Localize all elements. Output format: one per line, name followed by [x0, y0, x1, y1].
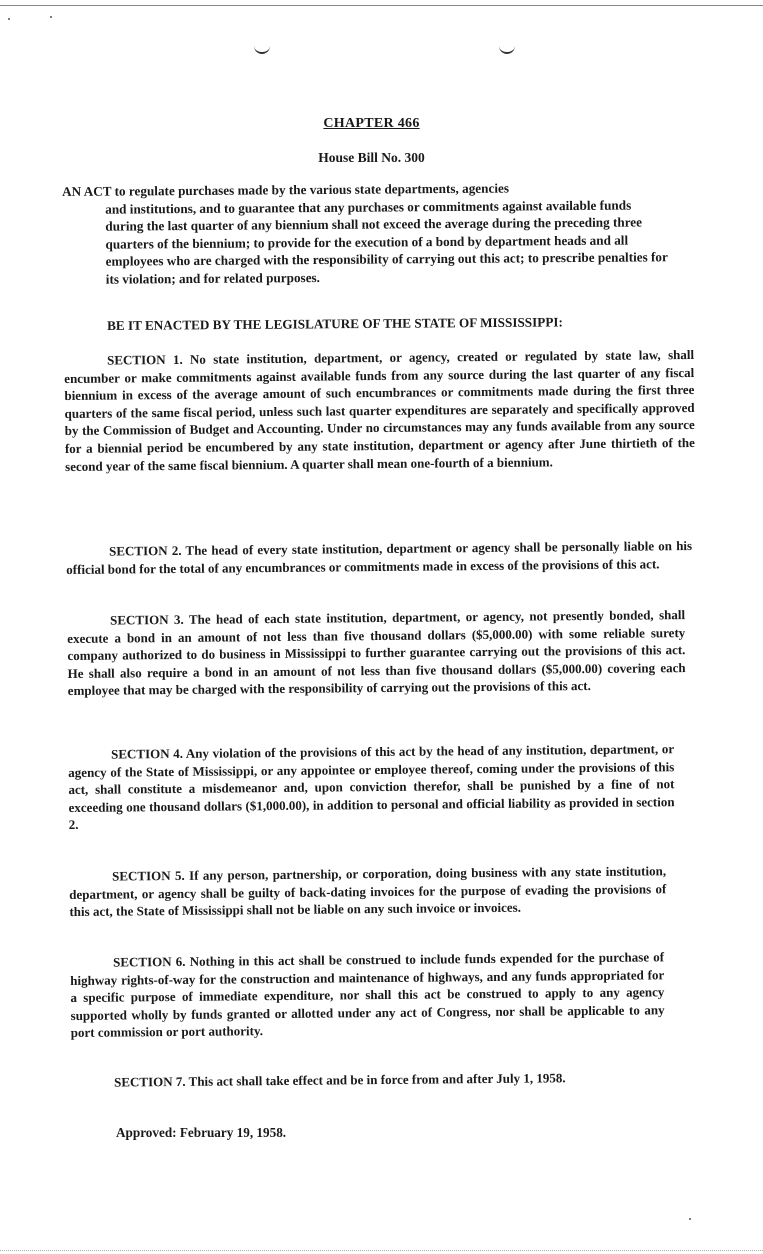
section-1: SECTION 1. No state institution, department, or agency, created or regulated by state law, shall encumber or make commitments against available funds from any source during the last quarter of any fiscal biennium in excess of the average amount of such encumbrances or commitments made during the first three quarters of the same fiscal period, unless such last quarter expenditures are separately and specifically approved by the Commission of Budget and Accounting. Under no circumstances may any funds available from any source for a biennial period be encumbered by any state institution, department or agency after June thirtieth of the second year of the same fiscal biennium. A quarter shall mean one-fourth of a biennium. [64, 346, 695, 474]
bill-number: House Bill No. 300 [318, 150, 425, 165]
act-title-first-line: AN ACT to regulate purchases made by the various state departments, agencies [62, 180, 510, 199]
section-7: SECTION 7. This act shall take effect and be in force from and after July 1, 1958. [114, 1070, 566, 1090]
section-5: SECTION 5. If any person, partnership, or corporation, doing business with any state institution, department, or agency shall be guilty of back-dating invoices for the purpose of evading the provisions of this act, the State of Mississippi shall not be liable on any such invoice or invoices. [69, 863, 667, 920]
section-6: SECTION 6. Nothing in this act shall be construed to include funds expended for the purchase of highway rights-of-way for the construction and maintenance of highways, and any funds appropriated for a specific purpose of immediate expenditure, nor shall this act be construed to apply to any agency supported wholly by funds granted or allotted under any act of Congress, nor shall be applicable to any port commission or port authority. [70, 949, 665, 1041]
enacting-clause: BE IT ENACTED BY THE LEGISLATURE OF THE STATE OF MISSISSIPPI: [107, 314, 563, 333]
section-2: SECTION 2. The head of every state institution, department or agency shall be personally liable on his official bond for the total of any encumbrances or commitments made in excess of the provisions of this act. [66, 537, 693, 577]
act-title-continuation: and institutions, and to guarantee that any purchases or commitments against available funds during the last quarter of any biennium shall not exceed the average during the preceding three quarters of the biennium; to provide for the execution of a bond by department heads and all employees who are charged with the responsibility of carrying out this act; to prescribe penalties for its violation; and for related purposes. [105, 197, 668, 287]
act-title [62, 178, 673, 288]
approval-date: Approved: February 19, 1958. [116, 1125, 287, 1140]
section-3: SECTION 3. The head of each state institution, department, or agency, not presently bonded, shall execute a bond in an amount of not less than five thousand dollars ($5,000.00) with some reliable surety company authorized to do business in Mississippi to further guarantee carrying out the provisions of this act. He shall also require a bond in an amount of not less than five thousand dollars ($5,000.00) covering each employee that may be charged with the responsibility of carrying out the provisions of this act. [67, 607, 686, 699]
section-4: SECTION 4. Any violation of the provisions of this act by the head of any institution, department, or agency of the State of Mississippi, or any appointee or employee thereof, coming under the provisions of this act, shall constitute a misdemeanor and, upon conviction therefor, shall be punished by a fine of not exceeding one thousand dollars ($1,000.00), in addition to personal and official liability as provided in section 2. [68, 741, 675, 833]
chapter-heading: CHAPTER 466 [323, 116, 420, 131]
bottom-edge-rule [0, 1250, 763, 1251]
